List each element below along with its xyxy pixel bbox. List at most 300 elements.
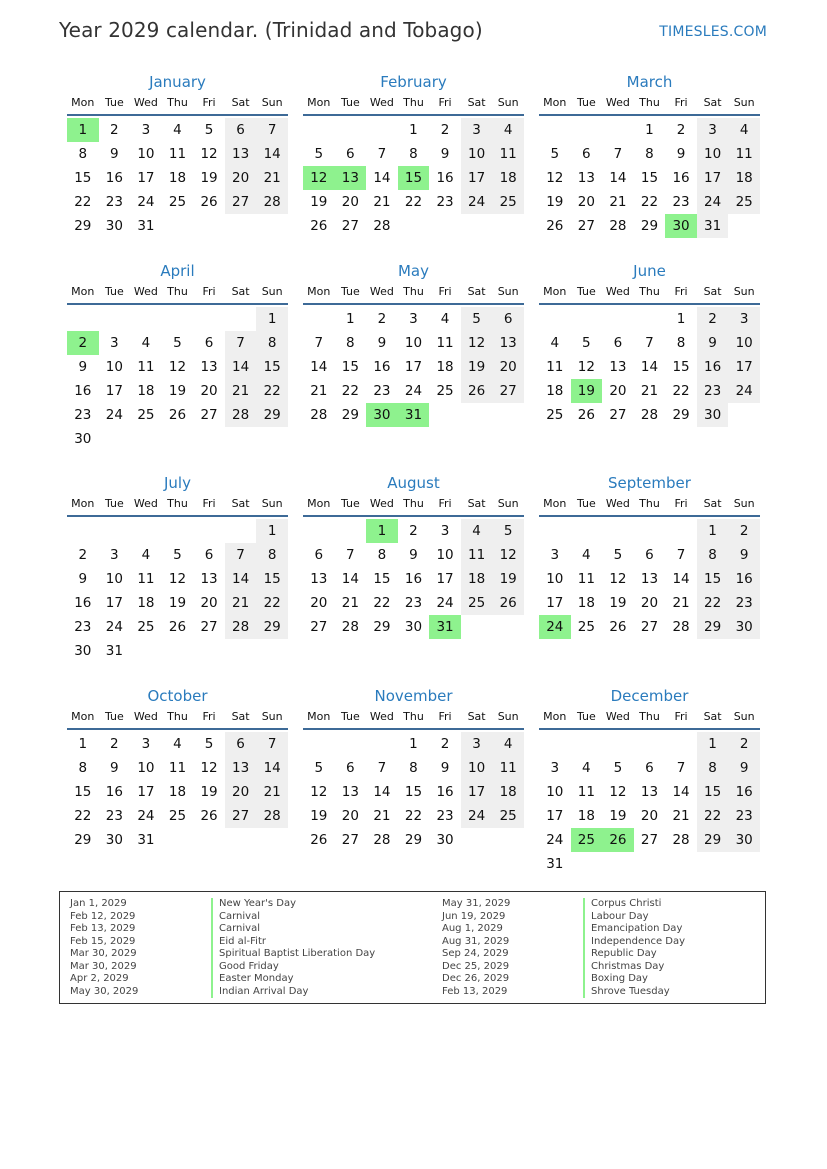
holiday-name: New Year's Day <box>211 898 375 911</box>
month-name: February <box>380 73 447 91</box>
weekday-label: Tue <box>340 497 360 510</box>
day-cell: 24 <box>546 832 564 848</box>
day-cell: 26 <box>200 808 218 824</box>
day-cell: 26 <box>546 218 564 234</box>
week-row <box>303 756 524 780</box>
empty-cell <box>697 852 729 876</box>
day-cell: 19 <box>168 383 187 399</box>
day-cell: 3 <box>550 547 560 563</box>
week-row <box>539 567 760 591</box>
weekday-label: Mon <box>71 96 95 109</box>
day-cell: 6 <box>492 307 524 331</box>
day-cell: 24 <box>728 379 760 403</box>
day-cell: 6 <box>645 547 654 563</box>
day-cell: 2 <box>409 523 418 539</box>
empty-cell <box>193 639 225 663</box>
day-cell: 16 <box>436 170 454 186</box>
day-cell: 5 <box>314 146 324 162</box>
day-cell: 1 <box>78 736 88 752</box>
day-cell: 1 <box>409 736 418 752</box>
weekday-label: Tue <box>340 710 360 723</box>
day-cell: 31 <box>697 214 729 238</box>
day-cell: 7 <box>613 146 623 162</box>
empty-cell <box>335 732 367 756</box>
day-cell: 30 <box>728 615 760 639</box>
day-cell: 8 <box>256 331 288 355</box>
week-row <box>303 732 524 756</box>
day-cell: 12 <box>492 543 524 567</box>
day-cell: 16 <box>672 170 690 186</box>
day-cell: 1 <box>256 307 288 331</box>
empty-cell <box>429 403 461 427</box>
day-cell: 16 <box>728 780 760 804</box>
week-row <box>303 307 524 331</box>
weekday-header <box>67 707 288 730</box>
empty-cell <box>539 732 571 756</box>
day-cell: 14 <box>225 355 257 379</box>
day-cell: 24 <box>105 407 123 423</box>
day-cell: 30 <box>728 828 760 852</box>
day-cell: 22 <box>74 808 92 824</box>
day-cell: 21 <box>225 379 257 403</box>
week-row <box>539 355 760 379</box>
day-cell: 2 <box>440 736 450 752</box>
day-cell: 26 <box>577 407 595 423</box>
day-cell: 17 <box>137 784 155 800</box>
day-cell: 19 <box>310 194 328 210</box>
day-cell: 27 <box>341 218 359 234</box>
month-name: July <box>164 474 191 492</box>
day-cell: 28 <box>256 804 288 828</box>
day-cell: 27 <box>225 804 257 828</box>
month-july <box>67 475 288 663</box>
day-cell: 9 <box>377 335 387 351</box>
day-cell: 4 <box>550 335 560 351</box>
day-cell: 6 <box>645 760 654 776</box>
day-cell: 25 <box>137 407 155 423</box>
day-cell: 31 <box>429 615 461 639</box>
month-september <box>539 475 760 639</box>
day-cell: 16 <box>373 359 391 375</box>
week-row <box>303 591 524 615</box>
empty-cell <box>130 639 162 663</box>
day-cell: 24 <box>436 595 454 611</box>
day-cell: 1 <box>697 519 729 543</box>
day-cell: 9 <box>78 571 88 587</box>
day-cell: 8 <box>377 547 387 563</box>
day-cell: 12 <box>577 359 595 375</box>
day-cell: 10 <box>105 571 123 587</box>
day-cell: 19 <box>492 567 524 591</box>
empty-cell <box>492 615 524 639</box>
weekday-header <box>67 93 288 116</box>
day-cell: 14 <box>341 571 359 587</box>
empty-cell <box>225 828 257 852</box>
day-cell: 11 <box>728 142 760 166</box>
day-cell: 15 <box>672 359 690 375</box>
day-cell: 11 <box>546 359 564 375</box>
empty-cell <box>571 118 603 142</box>
empty-cell <box>303 307 335 331</box>
empty-cell <box>571 732 603 756</box>
day-cell: 7 <box>225 331 257 355</box>
holiday-date: May 31, 2029 <box>442 898 511 909</box>
week-row <box>539 519 760 543</box>
weekday-label: Wed <box>605 710 630 723</box>
day-cell: 27 <box>492 379 524 403</box>
day-cell: 17 <box>404 359 423 375</box>
empty-cell <box>539 307 571 331</box>
day-cell: 10 <box>728 331 760 355</box>
week-row <box>539 331 760 355</box>
holiday-name: Eid al-Fitr <box>211 936 375 949</box>
day-cell: 25 <box>728 190 760 214</box>
day-cell: 24 <box>539 615 571 639</box>
day-cell: 19 <box>546 194 564 210</box>
week-row <box>539 190 760 214</box>
week-row <box>67 118 288 142</box>
weekday-label: Sat <box>703 710 722 723</box>
day-cell: 25 <box>137 619 155 635</box>
day-cell: 19 <box>461 355 493 379</box>
day-cell: 9 <box>728 543 760 567</box>
empty-cell <box>193 427 225 451</box>
weekday-label: Wed <box>369 497 394 510</box>
day-cell: 27 <box>310 619 328 635</box>
weekday-label: Fri <box>202 497 216 510</box>
empty-cell <box>335 118 367 142</box>
empty-cell <box>539 519 571 543</box>
day-cell: 7 <box>377 760 387 776</box>
holiday-date: Aug 1, 2029 <box>442 923 503 934</box>
weekday-label: Wed <box>605 497 630 510</box>
day-cell: 5 <box>314 760 324 776</box>
day-cell: 17 <box>436 571 454 587</box>
empty-cell <box>67 307 99 331</box>
day-cell: 7 <box>225 543 257 567</box>
day-cell: 28 <box>609 218 627 234</box>
day-cell: 4 <box>582 760 591 776</box>
holiday-name: Labour Day <box>583 911 685 924</box>
holiday-date: Feb 13, 2029 <box>442 985 508 997</box>
day-cell: 1 <box>676 311 686 327</box>
day-cell: 5 <box>173 547 182 563</box>
day-cell: 23 <box>436 808 454 824</box>
empty-cell <box>571 307 603 331</box>
empty-cell <box>634 307 666 331</box>
day-cell: 6 <box>314 547 324 563</box>
week-row <box>67 355 288 379</box>
day-cell: 10 <box>461 142 493 166</box>
site-link[interactable]: TIMESLES.COM <box>659 24 767 40</box>
day-cell: 29 <box>640 218 659 234</box>
day-cell: 28 <box>640 407 659 423</box>
week-row <box>303 331 524 355</box>
weekday-label: Wed <box>133 96 158 109</box>
weekday-label: Tue <box>576 710 596 723</box>
week-row <box>303 190 524 214</box>
day-cell: 13 <box>640 571 659 587</box>
weekday-label: Mon <box>543 96 567 109</box>
weekday-label: Wed <box>605 285 630 298</box>
day-cell: 18 <box>577 595 595 611</box>
day-cell: 11 <box>436 335 454 351</box>
day-cell: 13 <box>225 142 257 166</box>
week-row <box>67 307 288 331</box>
holiday-date: May 30, 2029 <box>70 985 139 997</box>
week-row <box>67 543 288 567</box>
empty-cell <box>256 639 288 663</box>
week-row <box>539 732 760 756</box>
weekday-header <box>303 494 524 517</box>
empty-cell <box>303 118 335 142</box>
month-name: May <box>397 262 429 280</box>
weekday-label: Wed <box>605 96 630 109</box>
weekday-label: Wed <box>133 710 158 723</box>
day-cell: 29 <box>256 615 288 639</box>
day-cell: 26 <box>310 832 328 848</box>
day-cell: 26 <box>200 194 218 210</box>
day-cell: 20 <box>225 780 257 804</box>
weekday-label: Sun <box>733 96 755 109</box>
day-cell: 9 <box>440 146 450 162</box>
day-cell: 19 <box>609 808 627 824</box>
weekday-label: Wed <box>369 285 394 298</box>
day-cell: 9 <box>440 760 450 776</box>
day-cell: 2 <box>728 519 760 543</box>
empty-cell <box>602 307 634 331</box>
weekday-header <box>539 93 760 116</box>
day-cell: 22 <box>697 591 729 615</box>
holiday-date: Apr 2, 2029 <box>70 973 129 984</box>
month-november <box>303 688 524 852</box>
weekday-label: Mon <box>71 497 95 510</box>
weekday-label: Mon <box>543 497 567 510</box>
day-cell: 14 <box>310 359 328 375</box>
day-cell: 24 <box>461 804 493 828</box>
day-cell: 22 <box>256 379 288 403</box>
day-cell: 7 <box>377 146 387 162</box>
day-cell: 27 <box>341 832 359 848</box>
day-cell: 5 <box>550 146 560 162</box>
day-cell: 8 <box>645 146 654 162</box>
day-cell: 21 <box>310 383 328 399</box>
day-cell: 4 <box>492 118 524 142</box>
day-cell: 22 <box>373 595 391 611</box>
day-cell: 24 <box>461 190 493 214</box>
empty-cell <box>728 852 760 876</box>
day-cell: 29 <box>256 403 288 427</box>
day-cell: 24 <box>137 194 155 210</box>
weekday-label: Tue <box>104 497 124 510</box>
day-cell: 16 <box>728 567 760 591</box>
weekday-label: Thu <box>167 497 188 510</box>
day-cell: 4 <box>141 335 151 351</box>
day-cell: 6 <box>346 760 355 776</box>
day-cell: 1 <box>697 732 729 756</box>
day-cell: 20 <box>341 194 359 210</box>
month-february <box>303 74 524 238</box>
empty-cell <box>162 214 194 238</box>
day-cell: 19 <box>168 595 187 611</box>
empty-cell <box>634 519 666 543</box>
week-row <box>539 852 760 876</box>
weekday-label: Sun <box>261 497 283 510</box>
day-cell: 20 <box>492 355 524 379</box>
day-cell: 3 <box>141 122 151 138</box>
day-cell: 25 <box>168 194 187 210</box>
week-row <box>303 379 524 403</box>
empty-cell <box>193 307 225 331</box>
weekday-label: Sun <box>497 285 519 298</box>
week-row <box>67 427 288 451</box>
day-cell: 7 <box>314 335 324 351</box>
day-cell: 30 <box>105 832 123 848</box>
weekday-label: Wed <box>369 710 394 723</box>
day-cell: 9 <box>110 760 119 776</box>
day-cell: 28 <box>373 832 391 848</box>
weekday-label: Sat <box>703 497 722 510</box>
day-cell: 14 <box>256 756 288 780</box>
day-cell: 26 <box>602 828 634 852</box>
day-cell: 17 <box>105 383 123 399</box>
weekday-label: Sat <box>467 497 486 510</box>
day-cell: 25 <box>492 190 524 214</box>
day-cell: 12 <box>609 784 627 800</box>
empty-cell <box>193 828 225 852</box>
holiday-date: Feb 15, 2029 <box>70 935 136 947</box>
day-cell: 8 <box>256 543 288 567</box>
day-cell: 15 <box>640 170 659 186</box>
empty-cell <box>571 519 603 543</box>
day-cell: 29 <box>697 828 729 852</box>
day-cell: 4 <box>173 736 182 752</box>
week-row <box>67 567 288 591</box>
holiday-names-left <box>211 898 375 998</box>
month-name: September <box>608 474 691 492</box>
empty-cell <box>256 214 288 238</box>
day-cell: 23 <box>105 194 123 210</box>
weekday-header <box>67 494 288 517</box>
day-cell: 11 <box>577 784 595 800</box>
weekday-label: Thu <box>639 710 660 723</box>
day-cell: 20 <box>310 595 328 611</box>
day-cell: 20 <box>200 595 218 611</box>
day-cell: 29 <box>74 832 92 848</box>
day-cell: 27 <box>609 407 627 423</box>
empty-cell <box>398 214 430 238</box>
day-cell: 22 <box>672 383 690 399</box>
empty-cell <box>461 214 493 238</box>
weekday-header <box>539 707 760 730</box>
day-cell: 23 <box>728 804 760 828</box>
day-cell: 23 <box>436 194 454 210</box>
day-cell: 14 <box>373 170 391 186</box>
weekday-label: Fri <box>202 710 216 723</box>
holiday-name: Independence Day <box>583 936 685 949</box>
holiday-date: Mar 30, 2029 <box>70 948 137 959</box>
weekday-label: Fri <box>438 96 452 109</box>
weekday-header <box>303 93 524 116</box>
day-cell: 20 <box>577 194 595 210</box>
day-cell: 10 <box>137 146 155 162</box>
empty-cell <box>366 732 398 756</box>
day-cell: 15 <box>341 359 359 375</box>
day-cell: 11 <box>577 571 595 587</box>
day-cell: 21 <box>640 383 659 399</box>
day-cell: 6 <box>582 146 591 162</box>
day-cell: 5 <box>461 307 493 331</box>
weekday-label: Tue <box>104 710 124 723</box>
week-row <box>303 567 524 591</box>
empty-cell <box>728 403 760 427</box>
empty-cell <box>571 852 603 876</box>
day-cell: 19 <box>200 170 218 186</box>
weekday-label: Thu <box>167 96 188 109</box>
day-cell: 23 <box>404 595 423 611</box>
day-cell: 5 <box>613 547 623 563</box>
day-cell: 20 <box>225 166 257 190</box>
day-cell: 14 <box>672 784 690 800</box>
empty-cell <box>335 519 367 543</box>
day-cell: 8 <box>697 756 729 780</box>
day-cell: 27 <box>640 619 659 635</box>
empty-cell <box>665 732 697 756</box>
weekday-label: Sun <box>733 497 755 510</box>
weekday-label: Tue <box>576 285 596 298</box>
day-cell: 25 <box>546 407 564 423</box>
month-name: December <box>610 687 689 705</box>
day-cell: 25 <box>461 591 493 615</box>
day-cell: 30 <box>665 214 697 238</box>
day-cell: 13 <box>335 166 367 190</box>
empty-cell <box>492 828 524 852</box>
day-cell: 15 <box>256 567 288 591</box>
day-cell: 13 <box>225 756 257 780</box>
day-cell: 10 <box>697 142 729 166</box>
holiday-name: Republic Day <box>583 948 685 961</box>
weekday-label: Sun <box>733 285 755 298</box>
day-cell: 16 <box>105 784 123 800</box>
week-row <box>539 591 760 615</box>
day-cell: 13 <box>640 784 659 800</box>
weekday-label: Thu <box>403 497 424 510</box>
day-cell: 4 <box>492 732 524 756</box>
day-cell: 12 <box>310 784 328 800</box>
day-cell: 19 <box>310 808 328 824</box>
empty-cell <box>303 519 335 543</box>
holiday-list <box>59 891 766 1004</box>
weekday-label: Fri <box>438 497 452 510</box>
empty-cell <box>539 118 571 142</box>
day-cell: 21 <box>373 808 391 824</box>
week-row <box>303 615 524 639</box>
day-cell: 28 <box>225 403 257 427</box>
day-cell: 16 <box>404 571 423 587</box>
day-cell: 25 <box>168 808 187 824</box>
day-cell: 11 <box>137 571 155 587</box>
week-row <box>303 804 524 828</box>
day-cell: 23 <box>728 591 760 615</box>
day-cell: 21 <box>256 166 288 190</box>
day-cell: 30 <box>105 218 123 234</box>
day-cell: 28 <box>310 407 328 423</box>
day-cell: 22 <box>256 591 288 615</box>
page-title: Year 2029 calendar. (Trinidad and Tobago) <box>59 18 483 42</box>
day-cell: 17 <box>546 808 564 824</box>
empty-cell <box>728 214 760 238</box>
week-row <box>539 804 760 828</box>
